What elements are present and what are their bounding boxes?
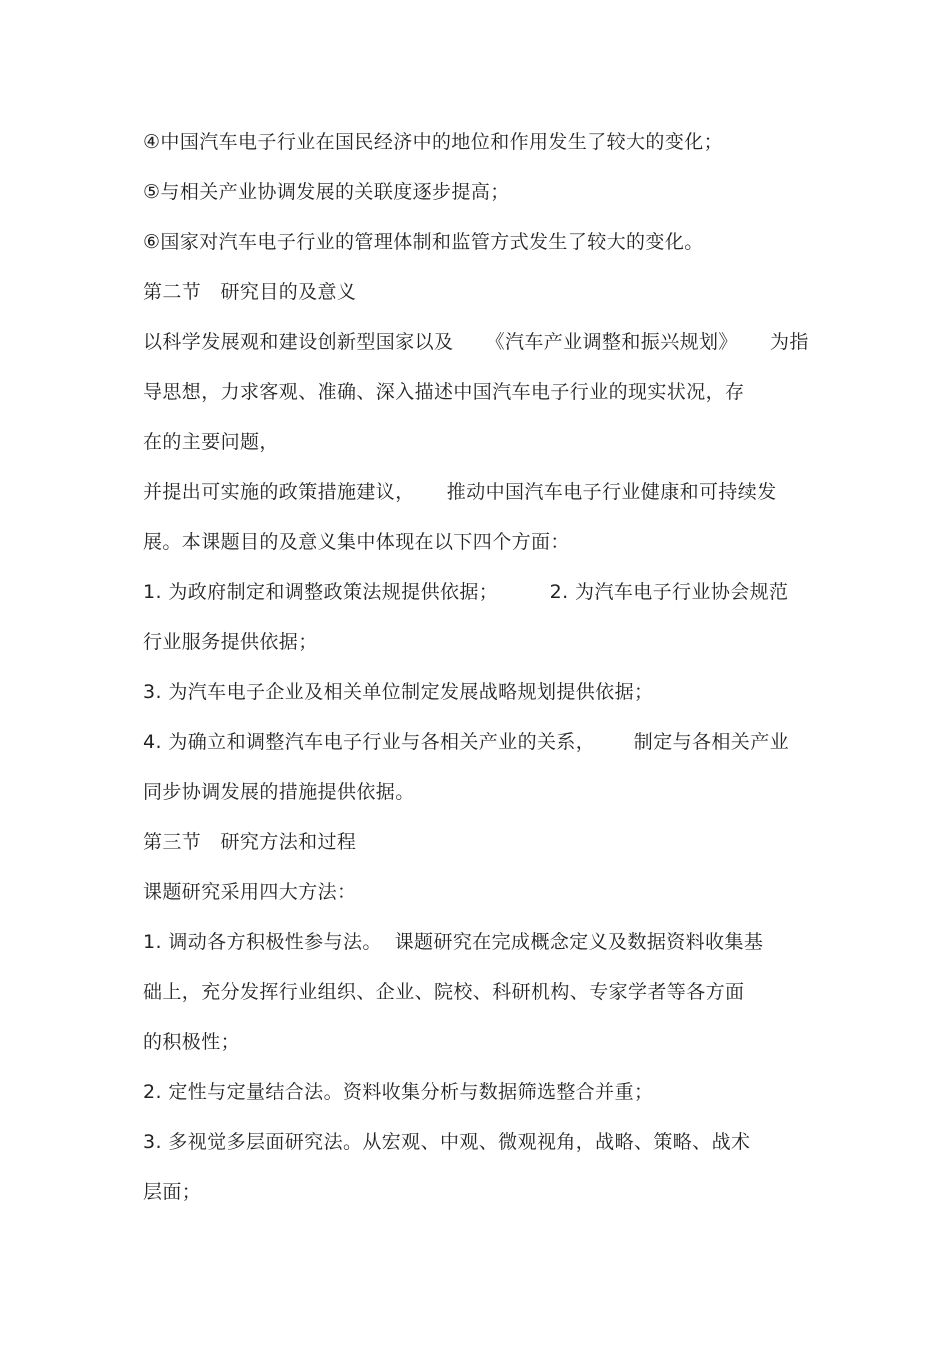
paragraph-line: 同步协调发展的措施提供依据。 bbox=[143, 781, 415, 803]
paragraph-line: 层面； bbox=[143, 1181, 202, 1203]
method-item-2: 2. 定性与定量结合法。资料收集分析与数据筛选整合并重； bbox=[143, 1081, 654, 1103]
paragraph-line: 展。本课题目的及意义集中体现在以下四个方面： bbox=[143, 531, 570, 553]
list-item-6: ⑥国家对汽车电子行业的管理体制和监管方式发生了较大的变化。 bbox=[143, 231, 704, 253]
numbered-item-1-2: 1. 为政府制定和调整政策法规提供依据； 2. 为汽车电子行业协会规范 bbox=[143, 581, 789, 603]
paragraph-line: 的积极性； bbox=[143, 1031, 241, 1053]
paragraph-line: 以科学发展观和建设创新型国家以及 《汽车产业调整和振兴规划》 为指 bbox=[143, 331, 809, 353]
list-item-4: ④中国汽车电子行业在国民经济中的地位和作用发生了较大的变化； bbox=[143, 131, 724, 153]
paragraph-line: 课题研究采用四大方法： bbox=[143, 881, 357, 903]
method-item-3: 3. 多视觉多层面研究法。从宏观、中观、微观视角，战略、策略、战术 bbox=[143, 1131, 751, 1153]
method-item-1: 1. 调动各方积极性参与法。 课题研究在完成概念定义及数据资料收集基 bbox=[143, 931, 764, 953]
numbered-item-3: 3. 为汽车电子企业及相关单位制定发展战略规划提供依据； bbox=[143, 681, 654, 703]
numbered-item-4: 4. 为确立和调整汽车电子行业与各相关产业的关系， 制定与各相关产业 bbox=[143, 731, 790, 753]
paragraph-line: 导思想，力求客观、准确、深入描述中国汽车电子行业的现实状况，存 bbox=[143, 381, 745, 403]
paragraph-line: 在的主要问题， bbox=[143, 431, 279, 453]
section-heading-3: 第三节 研究方法和过程 bbox=[143, 831, 357, 853]
paragraph-line: 础上，充分发挥行业组织、企业、院校、科研机构、专家学者等各方面 bbox=[143, 981, 745, 1003]
list-item-5: ⑤与相关产业协调发展的关联度逐步提高； bbox=[143, 181, 510, 203]
section-heading-2: 第二节 研究目的及意义 bbox=[143, 281, 357, 303]
paragraph-line: 并提出可实施的政策措施建议， 推动中国汽车电子行业健康和可持续发 bbox=[143, 481, 777, 503]
paragraph-line: 行业服务提供依据； bbox=[143, 631, 318, 653]
